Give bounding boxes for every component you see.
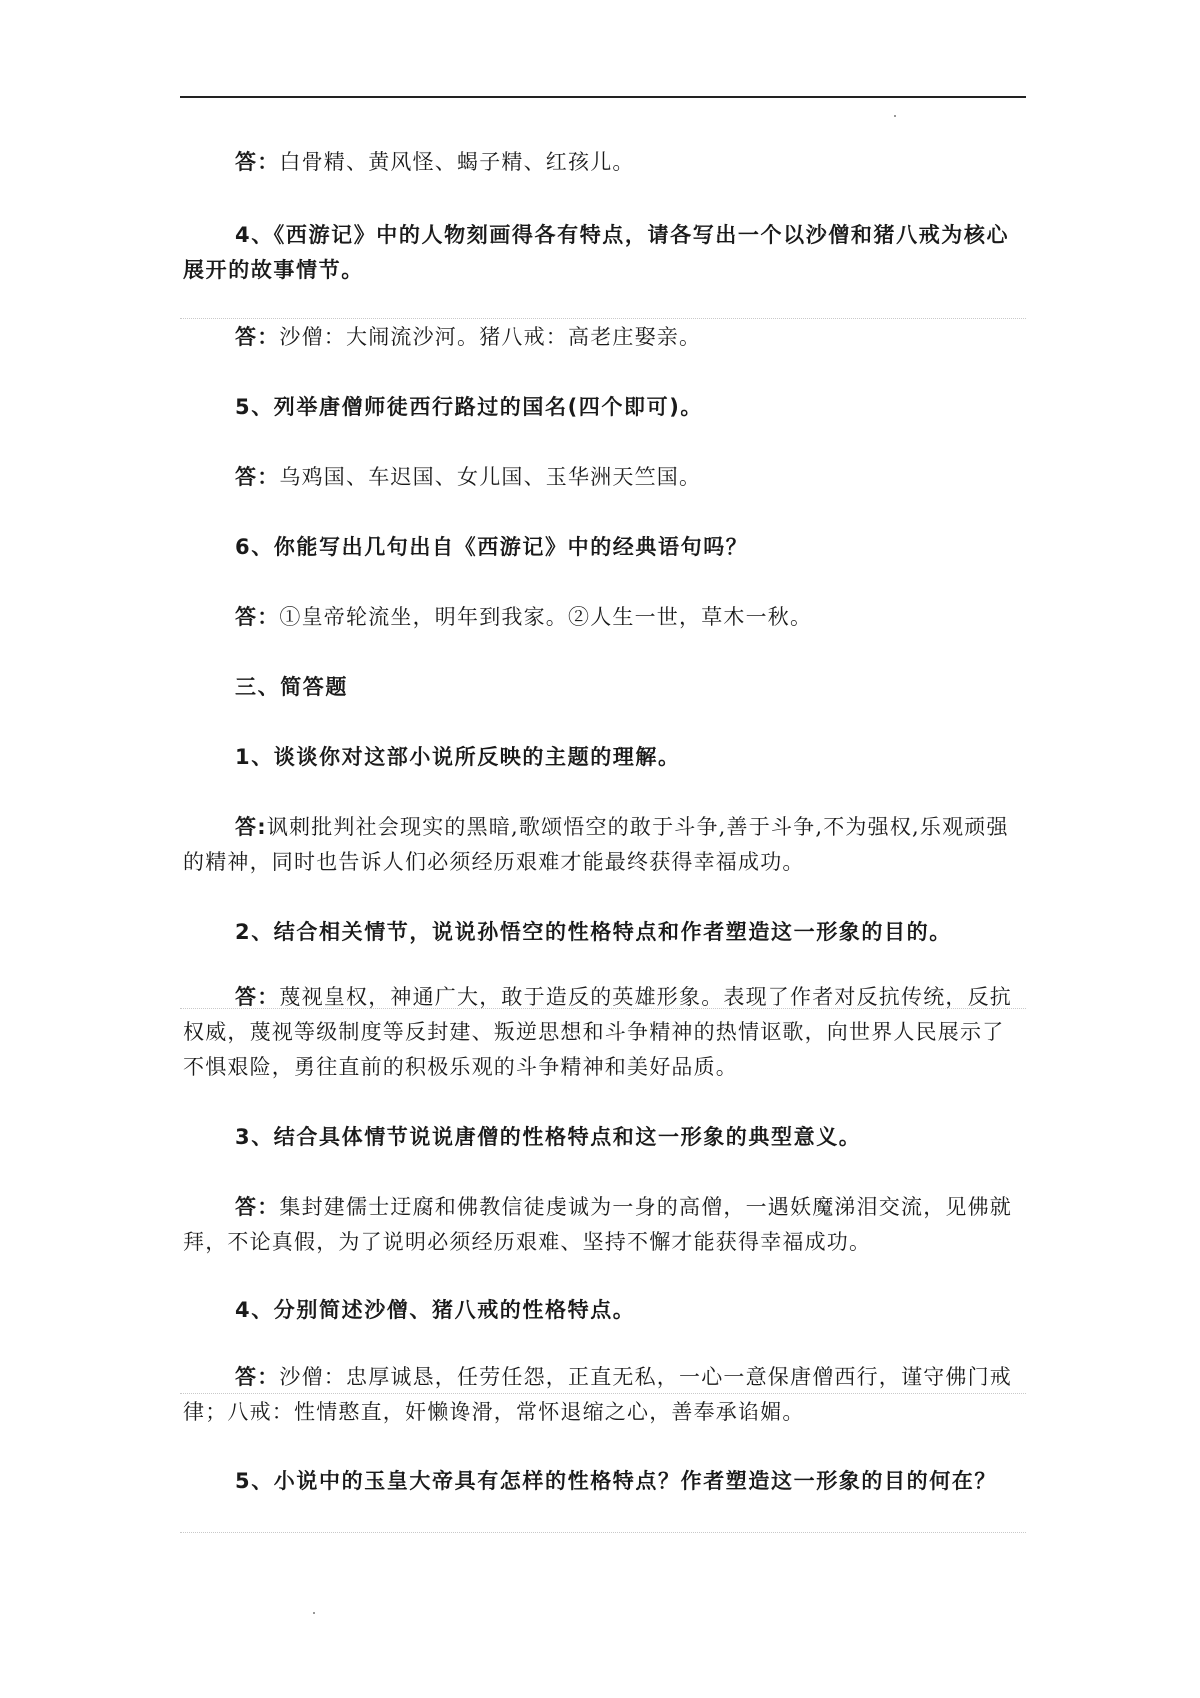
short-question-4 [183, 1293, 1023, 1328]
answer-text: ①皇帝轮流坐，明年到我家。②人生一世，草木一秋。 [279, 605, 813, 629]
short-question-1 [183, 740, 1023, 775]
answer-text: 沙僧：大闹流沙河。猪八戒：高老庄娶亲。 [279, 325, 702, 349]
header-rule [180, 96, 1026, 98]
answer-text: 乌鸡国、车迟国、女儿国、玉华洲天竺国。 [279, 465, 702, 489]
short-answer-3 [183, 1190, 1023, 1260]
section-title: 三、简答题 [235, 675, 348, 699]
question-6 [183, 530, 1023, 565]
answer-text: 沙僧：忠厚诚恳，任劳任怨，正直无私，一心一意保唐僧西行，谨守佛门戒律；八戒：性情憨直，奸懒谗滑，常怀退缩之心，善奉承谄媚。 [183, 1365, 1013, 1424]
question-text: 3、结合具体情节说说唐僧的性格特点和这一形象的典型意义。 [235, 1125, 862, 1149]
answer-label: 答: [235, 815, 267, 839]
question-text: 5、小说中的玉皇大帝具有怎样的性格特点？作者塑造这一形象的目的何在？ [235, 1469, 998, 1493]
question-4 [183, 218, 1023, 288]
answer-label: 答： [235, 1365, 280, 1389]
answer-label: 答： [235, 465, 280, 489]
answer-1 [183, 145, 1023, 180]
question-text: 5、列举唐僧师徒西行路过的国名(四个即可)。 [235, 395, 704, 419]
short-question-5 [183, 1464, 1023, 1499]
question-text: 4、分别简述沙僧、猪八戒的性格特点。 [235, 1298, 636, 1322]
scan-speck [894, 115, 896, 117]
short-answer-2 [183, 980, 1023, 1085]
scan-speck [313, 1612, 315, 1614]
answer-5 [183, 460, 1023, 495]
answer-label: 答： [235, 325, 280, 349]
short-answer-1 [183, 810, 1023, 880]
short-answer-4 [183, 1360, 1023, 1430]
question-5 [183, 390, 1023, 425]
question-text: 4、《西游记》中的人物刻画得各有特点，请各写出一个以沙僧和猪八戒为核心展开的故事情节。 [183, 223, 1010, 282]
short-question-3 [183, 1120, 1023, 1155]
answer-6 [183, 600, 1023, 635]
answer-text: 蔑视皇权，神通广大，敢于造反的英雄形象。表现了作者对反抗传统，反抗权威，蔑视等级制度等反封建、叛逆思想和斗争精神的热情讴歌，向世界人民展示了不惧艰险，勇往直前的积极乐观的斗争精神和美好品质。 [183, 985, 1013, 1079]
answer-text: 白骨精、黄风怪、蝎子精、红孩儿。 [279, 150, 635, 174]
question-text: 1、谈谈你对这部小说所反映的主题的理解。 [235, 745, 681, 769]
answer-text: 讽刺批判社会现实的黑暗,歌颂悟空的敢于斗争,善于斗争,不为强权,乐观顽强的精神，同时也告诉人们必须经历艰难才能最终获得幸福成功。 [183, 815, 1009, 874]
question-text: 6、你能写出几句出自《西游记》中的经典语句吗？ [235, 535, 749, 559]
answer-text: 集封建儒士迂腐和佛教信徒虔诚为一身的高僧，一遇妖魔涕泪交流，见佛就拜，不论真假，为了说明必须经历艰难、坚持不懈才能获得幸福成功。 [183, 1195, 1013, 1254]
answer-label: 答： [235, 1195, 280, 1219]
dotted-separator [180, 318, 1026, 319]
answer-4 [183, 320, 1023, 355]
answer-label: 答： [235, 150, 280, 174]
short-question-2 [183, 915, 1023, 950]
section-heading [183, 670, 1023, 705]
question-text: 2、结合相关情节，说说孙悟空的性格特点和作者塑造这一形象的目的。 [235, 920, 952, 944]
answer-label: 答： [235, 605, 280, 629]
dotted-separator [180, 1532, 1026, 1533]
answer-label: 答： [235, 985, 280, 1009]
